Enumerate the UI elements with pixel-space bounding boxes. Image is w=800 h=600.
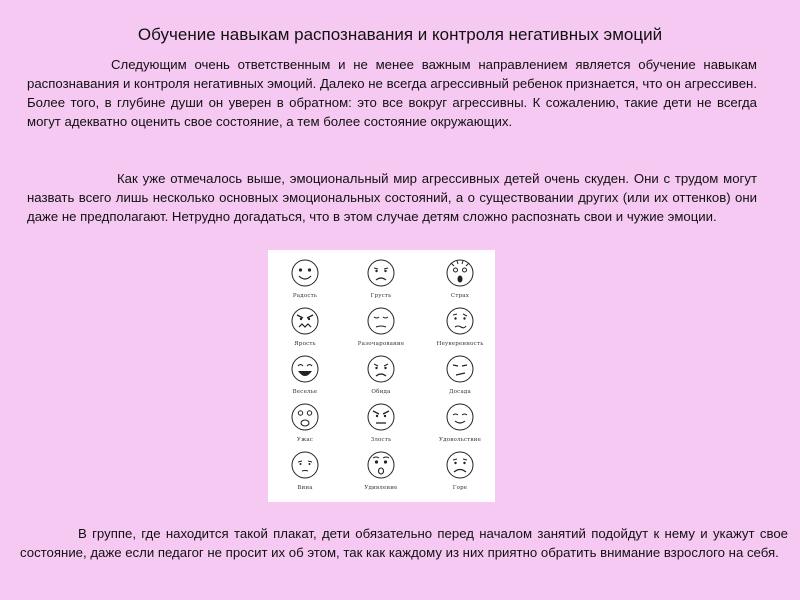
- face-label: Ярость: [294, 341, 316, 347]
- face-label: Ужас: [296, 437, 314, 443]
- face-label: Разочарование: [357, 341, 405, 347]
- face-label: Досада: [448, 389, 471, 395]
- paragraph-emotional-world: Как уже отмечалось выше, эмоциональный мир агрессивных детей очень скуден. Они с трудом могут назвать всего лишь несколько основных эмоциональных состояний, а о существовании других (или их оттенков) они даже не предполагают. Нетрудно догадаться, что в этом случае детям сложно распознать свои и чужие эмоции.: [27, 171, 757, 224]
- face-label: Страх: [450, 293, 470, 299]
- emotions-poster: [268, 250, 495, 502]
- guilt-face-icon: [290, 450, 320, 480]
- fear-face-icon: [445, 258, 475, 288]
- anger-face-icon: [366, 402, 396, 432]
- face-label: Вина: [297, 485, 313, 491]
- paragraph-poster-usage: В группе, где находится такой плакат, дети обязательно перед началом занятий подойдут к нему и укажут свое состояние, даже если педагог не просит их об этом, так как каждому из них приятно обратить внимание взрослого на себя.: [20, 526, 788, 560]
- annoyed-face-icon: [445, 354, 475, 384]
- face-label: Злость: [370, 437, 392, 443]
- joy-face-icon: [290, 258, 320, 288]
- rage-face-icon: [290, 306, 320, 336]
- horror-face-icon: [290, 402, 320, 432]
- face-label: Радость: [292, 293, 318, 299]
- face-label: Веселье: [292, 389, 318, 395]
- face-label: Удовольствие: [438, 437, 482, 443]
- disappointed-face-icon: [366, 306, 396, 336]
- face-label: Удивление: [364, 485, 398, 491]
- face-label: Горе: [452, 485, 468, 491]
- face-label: Неуверенность: [436, 341, 484, 347]
- page-title: Обучение навыкам распознавания и контроля негативных эмоций: [137, 25, 663, 45]
- laughing-face-icon: [290, 354, 320, 384]
- surprise-face-icon: [366, 450, 396, 480]
- pleased-face-icon: [445, 402, 475, 432]
- sad-face-icon: [366, 258, 396, 288]
- paragraph-intro: Следующим очень ответственным и не менее важным направлением является обучение навыкам распознавания и контроля негативных эмоций. Далеко не всегда агрессивный ребенок признается, что он агрессивен. Более того, в глубине души он уверен в обратном: это все вокруг агрессивны. К сожалению, такие дети не всегда могут адекватно оценить свое состояние, а тем более состояние окружающих.: [27, 57, 757, 129]
- offended-face-icon: [366, 354, 396, 384]
- face-label: Грусть: [370, 293, 392, 299]
- face-label: Обида: [371, 389, 391, 395]
- unsure-face-icon: [445, 306, 475, 336]
- grief-face-icon: [445, 450, 475, 480]
